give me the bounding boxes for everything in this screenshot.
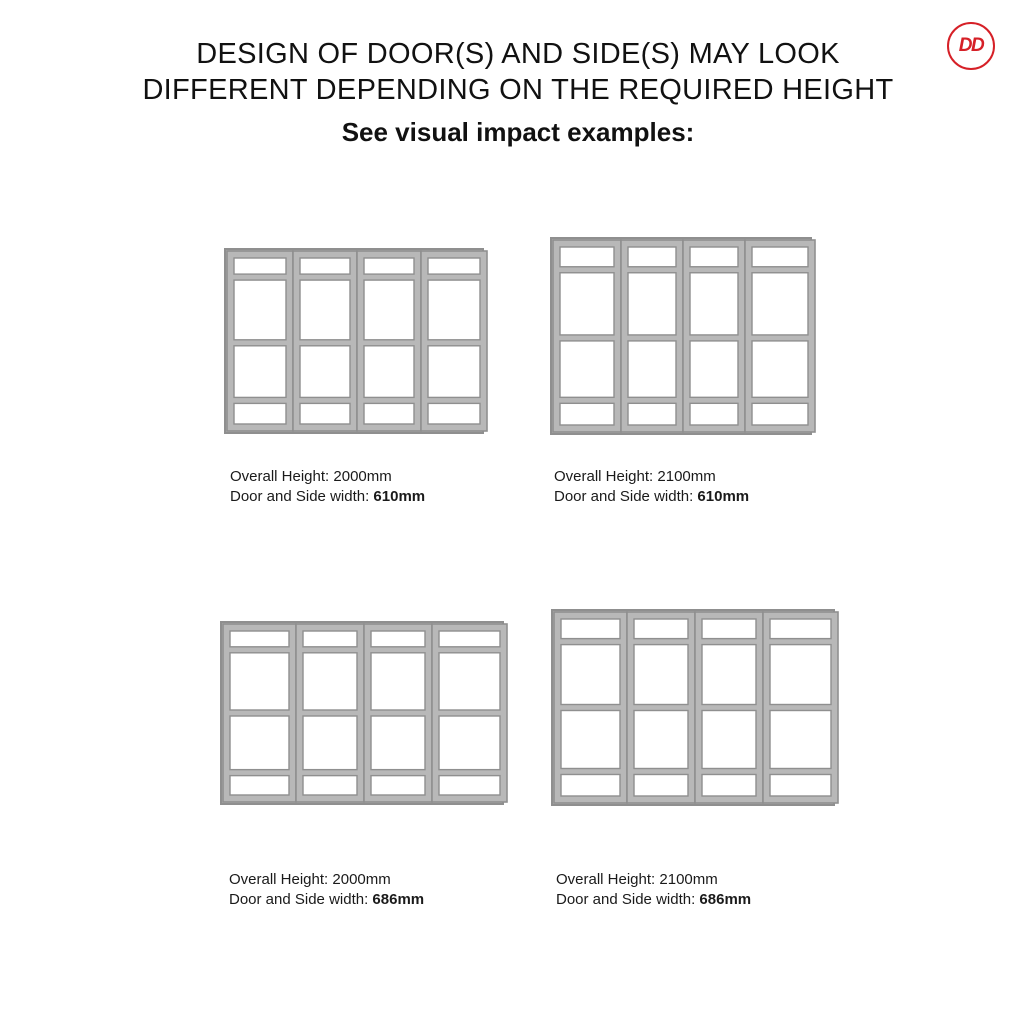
glass-pane [371, 631, 425, 647]
glass-pane [628, 403, 676, 425]
door-set-illustration-2 [550, 237, 812, 435]
glass-pane [428, 258, 480, 274]
width-value: 610mm [697, 488, 750, 505]
glass-pane [300, 258, 350, 274]
height-value: 2000mm [332, 871, 391, 888]
glass-pane [770, 711, 831, 769]
glass-pane [770, 619, 831, 639]
glass-pane [560, 273, 614, 335]
glass-pane [752, 403, 808, 425]
glass-pane [690, 273, 738, 335]
glass-pane [234, 280, 286, 340]
width-value: 686mm [699, 891, 752, 908]
glass-pane [752, 273, 808, 335]
caption-width-row [554, 487, 749, 507]
brand-logo [947, 22, 995, 70]
glass-pane [371, 716, 425, 770]
glass-pane [560, 403, 614, 425]
heading-line-2: DIFFERENT DEPENDING ON THE REQUIRED HEIGHT [142, 74, 894, 106]
glass-pane [628, 341, 676, 397]
glass-pane [300, 280, 350, 340]
height-label: Overall Height: [554, 468, 654, 485]
subtitle: See visual impact examples: [341, 117, 695, 147]
glass-pane [439, 776, 500, 795]
height-value: 2000mm [333, 468, 392, 485]
caption-example-3 [229, 870, 424, 910]
glass-pane [234, 258, 286, 274]
glass-pane [230, 716, 289, 770]
glass-pane [690, 247, 738, 267]
caption-example-2 [554, 467, 749, 507]
width-label: Door and Side width: [229, 891, 369, 908]
glass-pane [364, 403, 414, 424]
glass-pane [702, 711, 756, 769]
door-set-illustration-3 [220, 621, 504, 805]
height-label: Overall Height: [229, 871, 329, 888]
brand-logo-text: DD [958, 35, 984, 56]
width-label: Door and Side width: [554, 488, 694, 505]
glass-pane [428, 346, 480, 398]
glass-pane [560, 247, 614, 267]
glass-pane [634, 711, 688, 769]
caption-example-4 [556, 870, 751, 910]
glass-pane [634, 774, 688, 796]
caption-height-row [229, 870, 424, 890]
glass-pane [702, 774, 756, 796]
glass-pane [561, 619, 620, 639]
glass-pane [560, 341, 614, 397]
glass-pane [634, 619, 688, 639]
height-label: Overall Height: [556, 871, 656, 888]
caption-width-row [556, 890, 751, 910]
height-value: 2100mm [657, 468, 716, 485]
glass-pane [439, 631, 500, 647]
caption-height-row [556, 870, 751, 890]
caption-width-row [229, 890, 424, 910]
glass-pane [628, 247, 676, 267]
door-set-illustration-1 [224, 248, 484, 434]
width-label: Door and Side width: [556, 891, 696, 908]
glass-pane [428, 403, 480, 424]
glass-pane [561, 711, 620, 769]
glass-pane [634, 645, 688, 705]
height-label: Overall Height: [230, 468, 330, 485]
caption-width-row [230, 487, 425, 507]
height-value: 2100mm [659, 871, 718, 888]
glass-pane [303, 631, 357, 647]
glass-pane [300, 403, 350, 424]
glass-pane [439, 653, 500, 710]
glass-pane [364, 346, 414, 398]
glass-pane [234, 403, 286, 424]
glass-pane [230, 631, 289, 647]
glass-pane [770, 645, 831, 705]
header [0, 36, 1024, 148]
glass-pane [439, 716, 500, 770]
glass-pane [702, 619, 756, 639]
glass-pane [702, 645, 756, 705]
caption-example-1 [230, 467, 425, 507]
glass-pane [230, 653, 289, 710]
glass-pane [561, 774, 620, 796]
glass-pane [690, 341, 738, 397]
glass-pane [303, 716, 357, 770]
glass-pane [752, 341, 808, 397]
glass-pane [371, 776, 425, 795]
glass-pane [371, 653, 425, 710]
glass-pane [752, 247, 808, 267]
width-label: Door and Side width: [230, 488, 370, 505]
glass-pane [561, 645, 620, 705]
glass-pane [628, 273, 676, 335]
glass-pane [428, 280, 480, 340]
glass-pane [303, 653, 357, 710]
width-value: 686mm [372, 891, 425, 908]
glass-pane [364, 258, 414, 274]
caption-height-row [554, 467, 749, 487]
glass-pane [230, 776, 289, 795]
caption-height-row [230, 467, 425, 487]
glass-pane [770, 774, 831, 796]
width-value: 610mm [373, 488, 426, 505]
glass-pane [690, 403, 738, 425]
glass-pane [300, 346, 350, 398]
glass-pane [303, 776, 357, 795]
heading-line-1: DESIGN OF DOOR(S) AND SIDE(S) MAY LOOK [196, 38, 840, 70]
glass-pane [364, 280, 414, 340]
door-set-illustration-4 [551, 609, 835, 806]
glass-pane [234, 346, 286, 398]
